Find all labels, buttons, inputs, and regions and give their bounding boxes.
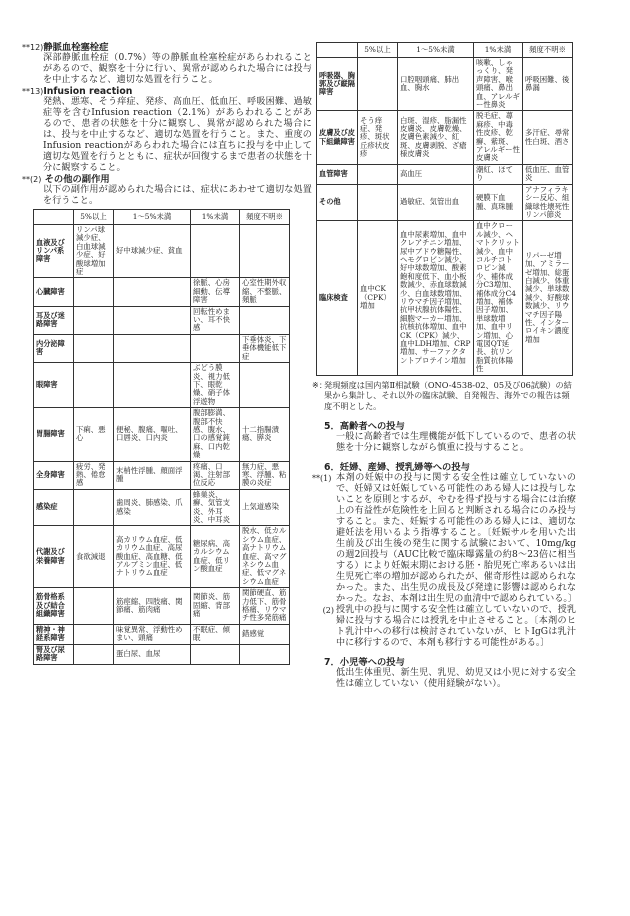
frequency-cell: 食欲減退 [74, 526, 114, 588]
item-number: (2) [322, 606, 334, 616]
frequency-cell: 錯感覚 [240, 624, 290, 644]
footnote-text: 発現頻度は国内第Ⅱ相試験（ONO-4538-02、05及び06試験）の結果から集計し、それ以外の臨床試験、自発報告、海外での報告は頻度不明とした。 [324, 379, 572, 411]
frequency-cell [74, 489, 114, 526]
frequency-cell: 歯周炎、肺感染、爪感染 [114, 489, 191, 526]
column-header: 5%以上 [74, 210, 114, 225]
column-header: 1%未満 [191, 210, 240, 225]
frequency-cell: 関節炎、筋固縮、背部痛 [191, 588, 240, 625]
list-item [312, 473, 576, 605]
frequency-cell: 低血圧、血管炎 [523, 164, 573, 184]
column-header [317, 43, 358, 58]
column-header: 5%以上 [358, 43, 398, 58]
footnote-mark: ※： [312, 379, 328, 390]
table-row [317, 111, 573, 164]
category-cell: 心臓障害 [34, 278, 74, 306]
table-row [34, 624, 290, 644]
frequency-cell: 血中CK（CPK）増加 [358, 221, 398, 375]
section-body: 深部静脈血栓症（0.7%）等の静脈血栓塞栓症があらわれることがあるので、観察を十分に行い、異常が認められた場合には投与を中止するなど、適切な処置を行うこと。 [43, 53, 312, 85]
category-cell: 腎及び尿路障害 [34, 644, 74, 664]
category-cell: 感染症 [34, 489, 74, 526]
category-cell: 眼障害 [34, 363, 74, 408]
side-effects-table-right [316, 42, 573, 376]
frequency-cell: 過敏症、気管出血 [398, 184, 474, 221]
table-row [34, 225, 290, 278]
column-header [34, 210, 74, 225]
frequency-cell [191, 334, 240, 362]
section-title: 静脈血栓塞栓症 [43, 42, 109, 53]
section-venous-thromboembolism [22, 42, 312, 86]
frequency-cell: 徐脈、心房細動、伝導障害 [191, 278, 240, 306]
section-body: 低出生体重児、新生児、乳児、幼児又は小児に対する安全性は確立していない（使用経験がない）。 [336, 668, 576, 690]
section-body: 以下の副作用が認められた場合には、症状にあわせて適切な処置を行うこと。 [43, 185, 312, 206]
frequency-cell: 腹部膨満、腹部不快感、腹水、口の感覚鈍麻、口内乾燥 [191, 408, 240, 461]
frequency-cell: 下痢、悪心 [74, 408, 114, 461]
section-title: 6．妊婦、産婦、授乳婦等への投与 [324, 462, 470, 474]
table-row [34, 644, 290, 664]
column-header: 1～5%未満 [398, 43, 474, 58]
list-item [312, 605, 576, 649]
frequency-cell [240, 225, 290, 278]
frequency-cell: 不眠症、傾眠 [191, 624, 240, 644]
item-text: 本剤の妊娠中の投与に関する安全性は確立していないので、妊婦又は妊娠している可能性のある婦人には投与しないことを原則とするが、やむを得ず投与する場合には治療上の有益性が危険性を上回ると判断される場合にのみ投与すること。また、妊娠する可能性のある婦人には、適切な避妊法を用いるよう指導すること。〔妊娠サルを用いた出生前及び出生後の発生に関する試験において、10mg/kgの週2回投与（AUC比較で臨床曝露量の約8～23倍に相当する）により妊娠末期における胚・胎児死亡率あるいは出生児死亡率の増加が認められたが、催奇形性は認められなかった。また、出生児の成長及び発達に影響は認められなかった。なお、本剤は出生児の血清中で認められている。〕 [336, 473, 577, 605]
frequency-cell: ぶどう膜炎、視力低下、眼乾燥、硝子体浮遊物 [191, 363, 240, 408]
table-row [34, 526, 290, 588]
frequency-cell: 白斑、湿疹、脂漏性皮膚炎、皮膚乾燥、皮膚色素減少、紅斑、皮膚剥脱、ざ瘡様皮膚炎 [398, 111, 474, 164]
item-text: 授乳中の投与に関する安全性は確立していないので、授乳婦に投与する場合には授乳を中止させること。〔本剤のヒト乳汁中への移行は検討されていないが、ヒトIgGは乳汁中に移行するので、本剤も移行する可能性がある。〕 [336, 605, 576, 649]
table-row [317, 164, 573, 184]
frequency-cell: 蛋白尿、血尿 [114, 644, 191, 664]
section-pregnancy [312, 462, 607, 649]
left-column [22, 42, 312, 665]
frequency-cell [114, 334, 191, 362]
category-cell: 内分泌障害 [34, 334, 74, 362]
table-row [34, 588, 290, 625]
table-row [34, 489, 290, 526]
frequency-cell [74, 363, 114, 408]
frequency-cell: 咳嗽、しゃっくり、発声障害、喉頭痛、鼻出血、アレルギー性鼻炎 [474, 58, 523, 111]
frequency-cell [74, 278, 114, 306]
section-title: 5．高齢者への投与 [324, 421, 405, 433]
frequency-cell: アナフィラキシー反応、組織球性壊死性リンパ節炎 [523, 184, 573, 221]
frequency-cell: 血中尿素増加、血中クレアチニン増加、尿中ブドウ糖陽性、ヘモグロビン減少、好中球数増加、酸素飽和度低下、血小板数減少、赤血球数減少、白血球数増加、リウマチ因子増加、抗甲状腺抗体陽性、細胞マーカー増加、抗核抗体増加、血中CK（CPK）減少、血中LDH増加、CRP増加、サーファクタントプロテイン増加 [398, 221, 474, 375]
section-body: 発熱、悪寒、そう痒症、発疹、高血圧、低血圧、呼吸困難、過敏症等を含むInfusion reaction（2.1%）があらわれることがあるので、患者の状態を十分に観察し、異常が認められた場合には、投与を中止するなど、適切な処置を行うこと。また、重度のInfusion reactionがあらわれた場合には直ちに投与を中止して適切な処置を行うとともに、症状が回復するまで患者の状態を十分に観察すること。 [43, 97, 312, 173]
column-header: 1%未満 [474, 43, 523, 58]
column-header: 1～5%未満 [114, 210, 191, 225]
frequency-cell: 脱毛症、蕁麻疹、中毒性皮疹、乾癬、紫斑、アレルギー性皮膚炎 [474, 111, 523, 164]
category-cell: 臨床検査 [317, 221, 358, 375]
section-title: その他の副作用 [44, 174, 110, 185]
section-pediatric [312, 657, 607, 690]
frequency-cell: そう痒症、発疹、斑状丘疹状皮疹 [358, 111, 398, 164]
frequency-cell: 末梢性浮腫、顔面浮腫 [114, 461, 191, 489]
frequency-cell [74, 306, 114, 334]
frequency-cell [358, 164, 398, 184]
category-cell: 精神・神経系障害 [34, 624, 74, 644]
frequency-cell [358, 58, 398, 111]
frequency-cell: 血中クロール減少、ヘマトクリット減少、血中コルチコトロピン減少、補体成分C3増加、補体成分C4増加、補体因子増加、単球数増加、血中リン増加、心電図QT延長、抗リン脂質抗体陽性 [474, 221, 523, 375]
category-cell: 血管障害 [317, 164, 358, 184]
frequency-cell: 回転性めまい、耳不快感 [191, 306, 240, 334]
section-other-side-effects [22, 174, 312, 207]
frequency-cell: 無力症、悪寒、浮腫、粘膜の炎症 [240, 461, 290, 489]
revision-mark: **13) [22, 87, 44, 96]
table-row [34, 278, 290, 306]
table-row [317, 221, 573, 375]
frequency-cell: 疼痛、口渇、注射部位反応 [191, 461, 240, 489]
revision-mark: **12) [22, 43, 44, 52]
frequency-cell: 筋痙縮、四肢痛、関節痛、筋肉痛 [114, 588, 191, 625]
frequency-cell [114, 306, 191, 334]
frequency-cell: 下垂体炎、下垂体機能低下症 [240, 334, 290, 362]
frequency-cell: 糖尿病、高カルシウム血症、低リン酸血症 [191, 526, 240, 588]
side-effects-table-left [33, 209, 290, 665]
frequency-cell [74, 624, 114, 644]
table-header-row [34, 210, 290, 225]
frequency-cell: 上気道感染 [240, 489, 290, 526]
section-infusion-reaction [22, 86, 312, 174]
table-header-row [317, 43, 573, 58]
frequency-cell [74, 644, 114, 664]
category-cell: 耳及び迷路障害 [34, 306, 74, 334]
frequency-footnote [312, 380, 607, 412]
item-number: **(1) [312, 474, 332, 484]
column-header: 頻度不明※ [523, 43, 573, 58]
frequency-cell [240, 644, 290, 664]
frequency-cell: 疲労、発熱、倦怠感 [74, 461, 114, 489]
frequency-cell: 多汗症、尋常性白斑、酒さ [523, 111, 573, 164]
frequency-cell [74, 334, 114, 362]
frequency-cell [191, 225, 240, 278]
frequency-cell: 高カリウム血症、低カリウム血症、高尿酸血症、高血糖、低アルブミン血症、低ナトリウム血症 [114, 526, 191, 588]
frequency-cell [240, 363, 290, 408]
frequency-cell: 口腔咽頭痛、肺出血、胸水 [398, 58, 474, 111]
frequency-cell: 潮紅、ほてり [474, 164, 523, 184]
category-cell: 筋骨格系及び結合組織障害 [34, 588, 74, 625]
frequency-cell: 蜂巣炎、癬、気管支炎、外耳炎、中耳炎 [191, 489, 240, 526]
frequency-cell [191, 644, 240, 664]
right-column [312, 42, 607, 690]
frequency-cell: 硬膜下血腫、真珠腫 [474, 184, 523, 221]
category-cell: その他 [317, 184, 358, 221]
table-row [317, 184, 573, 221]
frequency-cell [74, 588, 114, 625]
frequency-cell: 味覚異常、浮動性めまい、頭痛 [114, 624, 191, 644]
frequency-cell: 呼吸困難、後鼻漏 [523, 58, 573, 111]
frequency-cell: 十二指腸潰瘍、膵炎 [240, 408, 290, 461]
frequency-cell: 心室性期外収縮、不整脈、頻脈 [240, 278, 290, 306]
frequency-cell: リンパ球減少症、白血球減少症、好酸球増加症 [74, 225, 114, 278]
table-row [34, 461, 290, 489]
frequency-cell: 脱水、低カルシウム血症、高ナトリウム血症、高マグネシウム血症、低マグネシウム血症 [240, 526, 290, 588]
frequency-cell [114, 278, 191, 306]
category-cell: 呼吸器、胸郭及び縦隔障害 [317, 58, 358, 111]
frequency-cell [358, 184, 398, 221]
section-title: 7．小児等への投与 [324, 657, 405, 669]
category-cell: 代謝及び栄養障害 [34, 526, 74, 588]
table-row [317, 58, 573, 111]
frequency-cell [114, 363, 191, 408]
section-body: 一般に高齢者では生理機能が低下しているので、患者の状態を十分に観察しながら慎重に投与すること。 [336, 432, 576, 454]
column-header: 頻度不明※ [240, 210, 290, 225]
frequency-cell: 高血圧 [398, 164, 474, 184]
category-cell: 血液及びリンパ系障害 [34, 225, 74, 278]
frequency-cell: 便秘、腹痛、嘔吐、口唇炎、口内炎 [114, 408, 191, 461]
table-row [34, 306, 290, 334]
category-cell: 皮膚及び皮下組織障害 [317, 111, 358, 164]
frequency-cell: 好中球減少症、貧血 [114, 225, 191, 278]
table-row [34, 363, 290, 408]
revision-mark: **(2) [22, 175, 42, 184]
frequency-cell: 関節硬直、筋力低下、筋骨格痛、リウマチ性多発筋痛 [240, 588, 290, 625]
category-cell: 胃腸障害 [34, 408, 74, 461]
frequency-cell: リパーゼ増加、アミラーゼ増加、総蛋白減少、体重減少、単球数減少、好酸球数減少、リウマチ因子陽性、インターロイキン濃度増加 [523, 221, 573, 375]
section-title: Infusion reaction [43, 86, 133, 97]
section-elderly [312, 421, 607, 454]
category-cell: 全身障害 [34, 461, 74, 489]
frequency-cell [240, 306, 290, 334]
table-row [34, 334, 290, 362]
table-row [34, 408, 290, 461]
